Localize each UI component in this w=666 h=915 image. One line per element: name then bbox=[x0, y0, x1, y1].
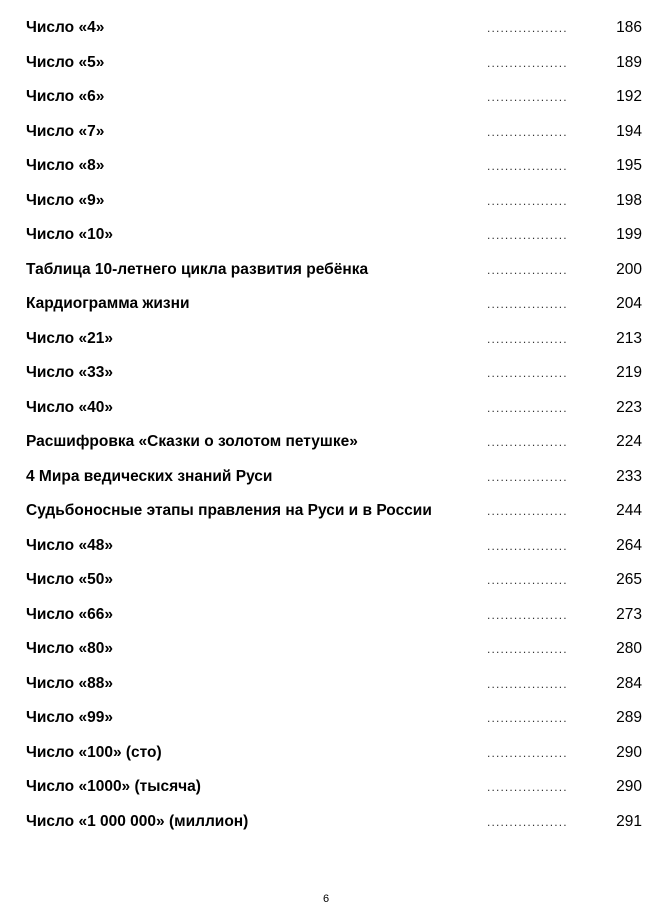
toc-entry-title: Число «88» bbox=[26, 674, 113, 692]
toc-leader-dots: .................. bbox=[487, 780, 568, 794]
toc-leader-dots: .................. bbox=[487, 159, 568, 173]
toc-entry bbox=[0, 805, 666, 840]
toc-entry-title: Число «4» bbox=[26, 19, 105, 36]
toc-entry bbox=[0, 425, 666, 460]
toc-entry bbox=[0, 494, 666, 529]
toc-leader-dots: .................. bbox=[487, 538, 568, 553]
toc-leader-dots: .................. bbox=[487, 193, 568, 208]
toc-entry-page: 284 bbox=[616, 674, 642, 692]
toc-entry-page: 265 bbox=[616, 571, 642, 588]
toc-entry-page: 290 bbox=[616, 743, 642, 761]
toc-entry-title: Число «48» bbox=[26, 536, 113, 554]
toc-entry bbox=[0, 80, 666, 115]
toc-entry-page: 200 bbox=[616, 260, 642, 278]
toc-entry-page: 224 bbox=[616, 433, 642, 450]
toc-entry-title: Число «6» bbox=[26, 88, 105, 105]
toc-leader-dots: .................. bbox=[487, 642, 568, 656]
toc-leader-dots: .................. bbox=[487, 676, 568, 691]
table-of-contents bbox=[0, 11, 666, 839]
toc-leader-dots: .................. bbox=[487, 814, 568, 829]
toc-entry bbox=[0, 115, 666, 150]
toc-entry bbox=[0, 322, 666, 357]
toc-leader-dots: .................. bbox=[487, 573, 568, 587]
toc-entry bbox=[0, 598, 666, 633]
toc-entry bbox=[0, 701, 666, 736]
toc-entry-page: 195 bbox=[616, 157, 642, 174]
toc-entry-title: Число «9» bbox=[26, 191, 105, 209]
toc-entry-title: Число «1000» (тысяча) bbox=[26, 778, 201, 795]
toc-entry-title: Число «7» bbox=[26, 122, 105, 140]
toc-entry bbox=[0, 736, 666, 771]
toc-entry bbox=[0, 632, 666, 667]
toc-entry-page: 189 bbox=[616, 53, 642, 71]
toc-leader-dots: .................. bbox=[487, 607, 568, 622]
toc-entry bbox=[0, 253, 666, 288]
toc-entry bbox=[0, 391, 666, 426]
toc-entry-page: 273 bbox=[616, 605, 642, 623]
toc-leader-dots: .................. bbox=[487, 435, 568, 449]
toc-entry-page: 194 bbox=[616, 122, 642, 140]
toc-entry bbox=[0, 356, 666, 391]
toc-entry bbox=[0, 770, 666, 805]
toc-entry bbox=[0, 667, 666, 702]
toc-entry-title: Число «10» bbox=[26, 226, 113, 243]
toc-entry-title: Число «100» (сто) bbox=[26, 743, 162, 761]
toc-entry-title: Кардиограмма жизни bbox=[26, 295, 190, 312]
toc-entry-title: Таблица 10-летнего цикла развития ребёнка bbox=[26, 260, 369, 278]
toc-entry bbox=[0, 149, 666, 184]
toc-entry-page: 198 bbox=[616, 191, 642, 209]
toc-entry bbox=[0, 11, 666, 46]
toc-leader-dots: .................. bbox=[487, 469, 568, 484]
toc-entry-page: 264 bbox=[616, 536, 642, 554]
toc-entry bbox=[0, 529, 666, 564]
toc-entry bbox=[0, 184, 666, 219]
toc-entry-title: Число «40» bbox=[26, 398, 113, 416]
toc-leader-dots: .................. bbox=[487, 504, 568, 518]
toc-leader-dots: .................. bbox=[487, 262, 568, 277]
toc-leader-dots: .................. bbox=[487, 297, 568, 311]
toc-entry-title: Расшифровка «Сказки о золотом петушке» bbox=[26, 433, 358, 450]
toc-leader-dots: .................. bbox=[487, 21, 568, 35]
toc-entry-page: 186 bbox=[616, 19, 642, 36]
toc-entry-page: 204 bbox=[616, 295, 642, 312]
toc-entry-title: Число «50» bbox=[26, 571, 113, 588]
toc-leader-dots: .................. bbox=[487, 711, 568, 725]
toc-entry-title: Число «99» bbox=[26, 709, 113, 726]
toc-entry-page: 244 bbox=[616, 502, 642, 519]
toc-entry-title: Число «5» bbox=[26, 53, 105, 71]
toc-entry-page: 219 bbox=[616, 364, 642, 381]
toc-entry bbox=[0, 563, 666, 598]
toc-entry bbox=[0, 46, 666, 81]
toc-entry-page: 291 bbox=[616, 812, 642, 830]
toc-entry-title: Число «8» bbox=[26, 157, 105, 174]
page-number: 6 bbox=[322, 893, 330, 905]
toc-leader-dots: .................. bbox=[487, 331, 568, 346]
toc-leader-dots: .................. bbox=[487, 366, 568, 380]
toc-entry-title: Число «21» bbox=[26, 329, 113, 347]
toc-entry-title: 4 Мира ведических знаний Руси bbox=[26, 467, 273, 485]
toc-leader-dots: .................. bbox=[487, 90, 568, 104]
toc-entry bbox=[0, 460, 666, 495]
toc-entry-title: Число «33» bbox=[26, 364, 113, 381]
toc-entry-page: 290 bbox=[616, 778, 642, 795]
toc-entry-title: Число «1 000 000» (миллион) bbox=[26, 812, 249, 830]
toc-entry-title: Число «80» bbox=[26, 640, 113, 657]
toc-entry-title: Судьбоносные этапы правления на Руси и в России bbox=[26, 502, 432, 519]
toc-entry bbox=[0, 287, 666, 322]
toc-entry bbox=[0, 218, 666, 253]
toc-leader-dots: .................. bbox=[487, 55, 568, 70]
toc-entry-page: 223 bbox=[616, 398, 642, 416]
toc-entry-page: 289 bbox=[616, 709, 642, 726]
toc-leader-dots: .................. bbox=[487, 228, 568, 242]
toc-leader-dots: .................. bbox=[487, 124, 568, 139]
toc-entry-page: 199 bbox=[616, 226, 642, 243]
toc-entry-title: Число «66» bbox=[26, 605, 113, 623]
toc-leader-dots: .................. bbox=[487, 745, 568, 760]
toc-entry-page: 213 bbox=[616, 329, 642, 347]
toc-entry-page: 192 bbox=[616, 88, 642, 105]
toc-entry-page: 233 bbox=[616, 467, 642, 485]
toc-leader-dots: .................. bbox=[487, 400, 568, 415]
toc-entry-page: 280 bbox=[616, 640, 642, 657]
